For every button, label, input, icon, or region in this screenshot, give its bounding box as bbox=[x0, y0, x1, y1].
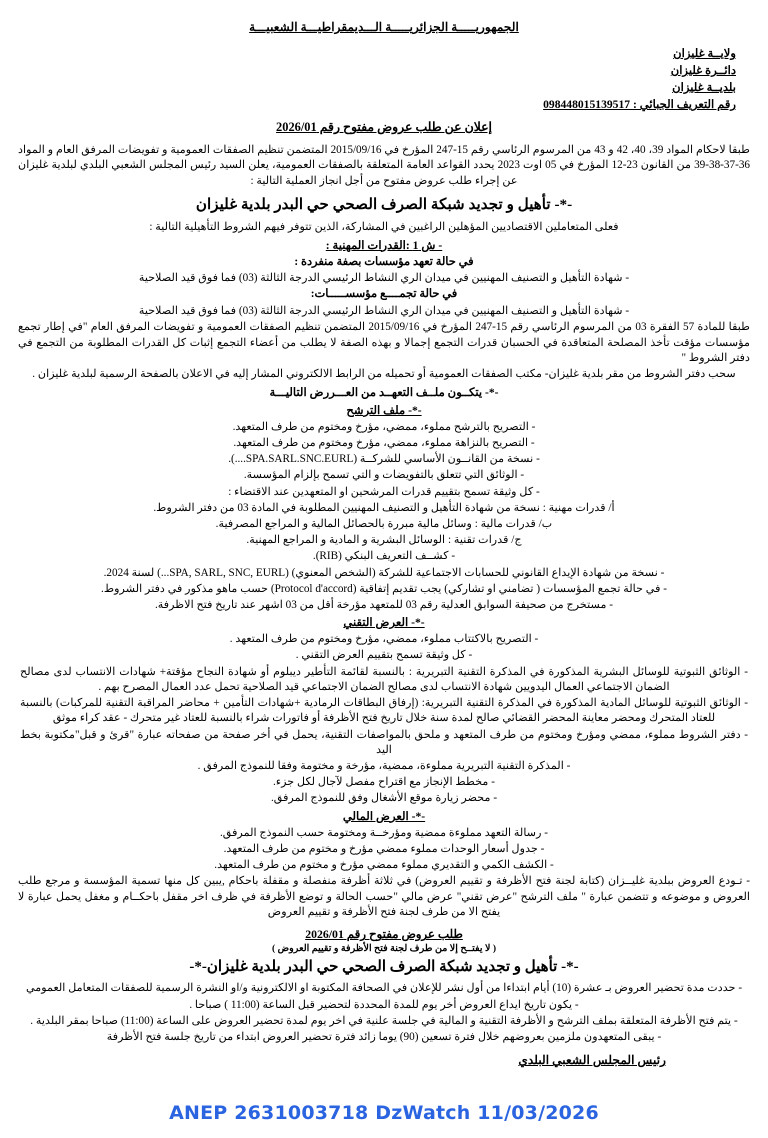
legal-paragraph: طبقا لاحكام المواد 39، 40، 42 و 43 من المرسوم الرئاسي رقم 15-247 المؤرخ في 2015/09/16 المتضمن تنظيم الصفقات العمومية و تفويضات المرفق العام و المواد 36-37-38-39 من القانون 23-12 المؤرخ في 05 اوت 2023 يحدد القواعد العامة المتعلقة بالصفقات العمومية، يعلن السيد رئيس المجلس الشعبي البلدي لبلدية غليزان عن إجراء طلب عروض مفتوح من أجل انجاز العملية التالية : bbox=[18, 144, 751, 187]
list-item: - رسالة التعهد مملوءة ممضية ومؤرخــة ومختومة حسب النموذج المرفق. bbox=[219, 826, 549, 839]
list-item: - التصريح بالاكتتاب مملوء، ممضي، مؤرخ ومختوم من طرف المتعهد . bbox=[229, 633, 539, 646]
republic-header: الجمهوريـــــة الجزائريـــــة الـــديمقراطيـــة الشعبيـــة bbox=[249, 20, 519, 34]
list-item: - حددت مدة تحضير العروض بـ عشرة (10) أيام ابتداءا من أول نشر للإعلان في الصحافة المكتوبة او الالكترونية و/او النشرة الرسمية للصفقات المتعامل العمومي bbox=[25, 982, 743, 995]
anep-footer: ANEP 2631003718 DzWatch 11/03/2026 bbox=[169, 1102, 599, 1124]
eligibility-intro: فعلى المتعاملين الاقتصاديين المؤهلين الراغبين في المشاركة، الذين تتوفر فيهم الشروط التأهيلية التالية : bbox=[149, 221, 619, 234]
closing-envelope-note: ( لا يفتــح إلا من طرف لجنة فتح الأظرفة و تقييم العروض ) bbox=[271, 943, 497, 955]
list-item: - محضر زيارة موقع الأشغال وفق للنموذج المرفق. bbox=[270, 792, 498, 805]
tax-id-line bbox=[14, 96, 736, 113]
list-item: - نسخة من شهادة الإيداع القانوني للحسابات الاجتماعية للشركة (الشخص المعنوي) (SPA, SARL, SNC, EURL...) لسنة 2024. bbox=[103, 566, 665, 579]
wilaya-line: ولايــة غليزان bbox=[673, 47, 736, 60]
list-item: - كل وثيقة تسمح بتقييم العرض التقني . bbox=[295, 649, 473, 662]
list-item: - جدول أسعار الوحدات مملوء ممضي مؤرخ و مختوم من طرف المتعهد. bbox=[223, 842, 545, 855]
administration-block bbox=[14, 45, 736, 113]
daira-line: دائــرة غليزان bbox=[670, 64, 736, 77]
list-item: ج/ قدرات تقنية : الوسائل البشرية و المادية و المراجع المهنية. bbox=[246, 534, 522, 547]
closing-tender-title: طلب عروض مفتوح رقم 2026/01 bbox=[305, 927, 463, 942]
list-item: - يتم فتح الأظرفة المتعلقة بملف الترشح و الأظرفة التقنية و المالية في جلسة علنية في اخر يوم لمدة تحضير العروض على الساعة (11:00) صباحا بمقر البلدية . bbox=[30, 1014, 738, 1027]
group-note: طبقا للمادة 57 الفقرة 03 من المرسوم الرئاسي رقم 15-247 المؤرخ في 2015/09/16 المتضمن تنظيم الصفقات العمومية و تفويضات المرفق العام "في إطار تجمع مؤسسات مؤقت تأخذ المصلحة المتعاقدة في الحسبان قدرات التجمع إجمالا و بهذه الصفة لا يطلب من أعضاء التجمع إثبات كل القدرات المطلوبة من التجمع في دفتر الشروط " bbox=[18, 321, 751, 365]
signature-line: رئيس المجلس الشعبي البلدي bbox=[518, 1053, 666, 1068]
professional-capacity-heading: - ش 1 :القدرات المهنية : bbox=[325, 238, 443, 252]
list-item: - في حالة تجمع المؤسسات ( تضامني او تشاركي) يجب تقديم إتفاقية (Protocol d'accord) حسب ماهو مذكور في دفتر الشروط. bbox=[101, 582, 667, 595]
group-entity-case-heading: في حالة تجمــــع مؤسســـــات: bbox=[310, 288, 458, 301]
withdrawal-note: سحب دفتر الشروط من مقر بلدية غليزان- مكتب الصفقات العمومية أو تحميله من الرابط الالكتروني المشار إليه في الاعلان بالصفحة الرسمية لبلدية غليزان . bbox=[32, 368, 736, 381]
list-item: - التصريح بالترشح مملوء، ممضي، مؤرخ ومختوم من طرف المتعهد. bbox=[232, 420, 536, 433]
tax-id-label: رقم التعريف الجبائي : bbox=[632, 98, 736, 111]
list-item: - يكون تاريخ ايداع العروض أخر يوم للمدة المحددة لتحضير قبل الساعة (11:00 ) صباحا . bbox=[189, 998, 579, 1011]
list-item: - يبقى المتعهدون ملزمين بعروضهم خلال فترة تسعين (90) يوما زائد فترة تحضير العروض ابتداء من تاريخ جلسة فتح الأظرفة bbox=[106, 1030, 662, 1043]
tax-id-value: 098448015139517 bbox=[543, 98, 631, 111]
file-intro: -*- يتكــون ملــف التعهــد من العـــررض التاليـــة bbox=[269, 385, 499, 399]
baladiya-line: بلديــة غليزان bbox=[672, 81, 736, 94]
list-item: - الوثائق التي تتعلق بالتفويضات و التي تسمح بإلزام المؤسسة. bbox=[243, 469, 525, 482]
single-entity-case-item: - شهادة التأهيل و التصنيف المهنيين في ميدان الري النشاط الرئيسي الدرجة الثالثة (03) فما فوق قيد الصلاحية bbox=[138, 272, 630, 285]
list-item: - مستخرج من صحيفة السوابق العدلية رقم 03 للمتعهد مؤرخة أقل من 03 اشهر عند تاريخ فتح الاظرفة. bbox=[154, 599, 614, 612]
list-item: - دفتر الشروط مملوء، ممضي ومؤرخ ومختوم من طرف المتعهد و ملحق بالمواصفات التقنية، يحمل في أخر صفحة من صفحاته عبارة "قرئ و قبل"مكتوبة بخط اليد bbox=[20, 728, 748, 756]
list-item: - مخطط الإنجاز مع اقتراح مفصل لآجال لكل جزء. bbox=[273, 776, 495, 789]
submission-note: - تـودع العروض ببلدية غليــزان (كتابة لجنة فتح الأظرفة و تقييم العروض) في ثلاثة أظرفة منفصلة و مقفلة باحكام ,يبين كل منها تسمية المؤسسة و مرجع طلب العروض و موضوعه و تتضمن عبارة " ملف الترشح "عرض تقني" عرض مالي "حسب الحالة و توضع الأظرفة في ظرف اخر مقفل باحكــام و مغفل يحمل عبارة لا يفتح الا من طرف لجنة فتح الأظرفة و تقييم العروض bbox=[18, 875, 750, 918]
group-entity-case-item: - شهادة التأهيل و التصنيف المهنيين في ميدان الري النشاط الرئيسي الدرجة الثالثة (03) فما فوق قيد الصلاحية bbox=[138, 305, 630, 318]
list-item: - المذكرة التقنية التبريرية مملوءة، ممضية، مؤرخة و مختومة وفقا للنموذج المرفق . bbox=[197, 759, 571, 772]
project-title: -*- تأهيل و تجديد شبكة الصرف الصحي حي البدر بلدية غليزان bbox=[195, 196, 573, 214]
candidacy-file-heading: -*- ملف الترشح bbox=[346, 403, 422, 417]
closing-project-title: -*- تأهيل و تجديد شبكة الصرف الصحي حي البدر بلدية غليزان-*- bbox=[189, 959, 579, 976]
list-item: أ/ قدرات مهنية : نسخة من شهادة التأهيل و التصنيف المهنيين المطلوبة في المادة 03 من دفتر الشروط. bbox=[153, 501, 615, 514]
tender-title: إعلان عن طلب عروض مفتوح رقم 2026/01 bbox=[276, 120, 492, 134]
list-item: - التصريح بالنزاهة مملوء، ممضي، مؤرخ ومختوم من طرف المتعهد. bbox=[233, 437, 535, 450]
list-item: - الوثائق الثبوتية للوسائل المادية المذكورة في المذكرة التقنية التبريرية: (إرفاق البطاقات الرمادية +شهادات التأمين + محاضر المراقبة التقنية للمركبات) بالنسبة للعتاد المتحرك ومحضر معاينة المحضر القضائي صالح لمدة سنة خلال تاريخ فتح الأظرفة أو فاتورات شراء بالنسبة للعتاد غير متحرك - عقد كراء موثق bbox=[20, 697, 748, 725]
list-item: - الكشف الكمي و التقديري مملوء ممضي مؤرخ و مختوم من طرف المتعهد. bbox=[214, 858, 554, 871]
list-item: - كل وثيقة تسمح بتقييم قدرات المرشحين او المتعهدين عند الاقتضاء : bbox=[228, 485, 540, 498]
technical-offer-heading: -*- العرض التقني bbox=[343, 616, 425, 630]
list-item: ب/ قدرات مالية : وسائل مالية مبررة بالحصائل المالية و المراجع المصرفية. bbox=[215, 518, 553, 531]
list-item: - كشــف التعريف البنكي (RIB). bbox=[312, 550, 456, 563]
list-item: - نسخة من القانــون الأساسي للشركــة (SPA.SARL.SNC.EURL....). bbox=[228, 453, 540, 466]
financial-offer-heading: -*- العرض المالي bbox=[342, 809, 426, 823]
list-item: - الوثائق الثبوتية للوسائل البشرية المذكورة في المذكرة التقنية التبريرية : بالنسبة لقائمة التأطير ديبلوم أو شهادة النجاح مؤقتة+ شهادات الانتساب لدى مصالح الضمان الاجتماعي العمال اليدويين شهادة الانتساب لدى مصالح الضمان الاجتماعي قيد الصلاحية تحمل عدد العمال المصرح بهم . bbox=[20, 665, 748, 693]
single-entity-case-heading: في حالة تعهد مؤسسات بصفة منفردة : bbox=[294, 255, 474, 268]
